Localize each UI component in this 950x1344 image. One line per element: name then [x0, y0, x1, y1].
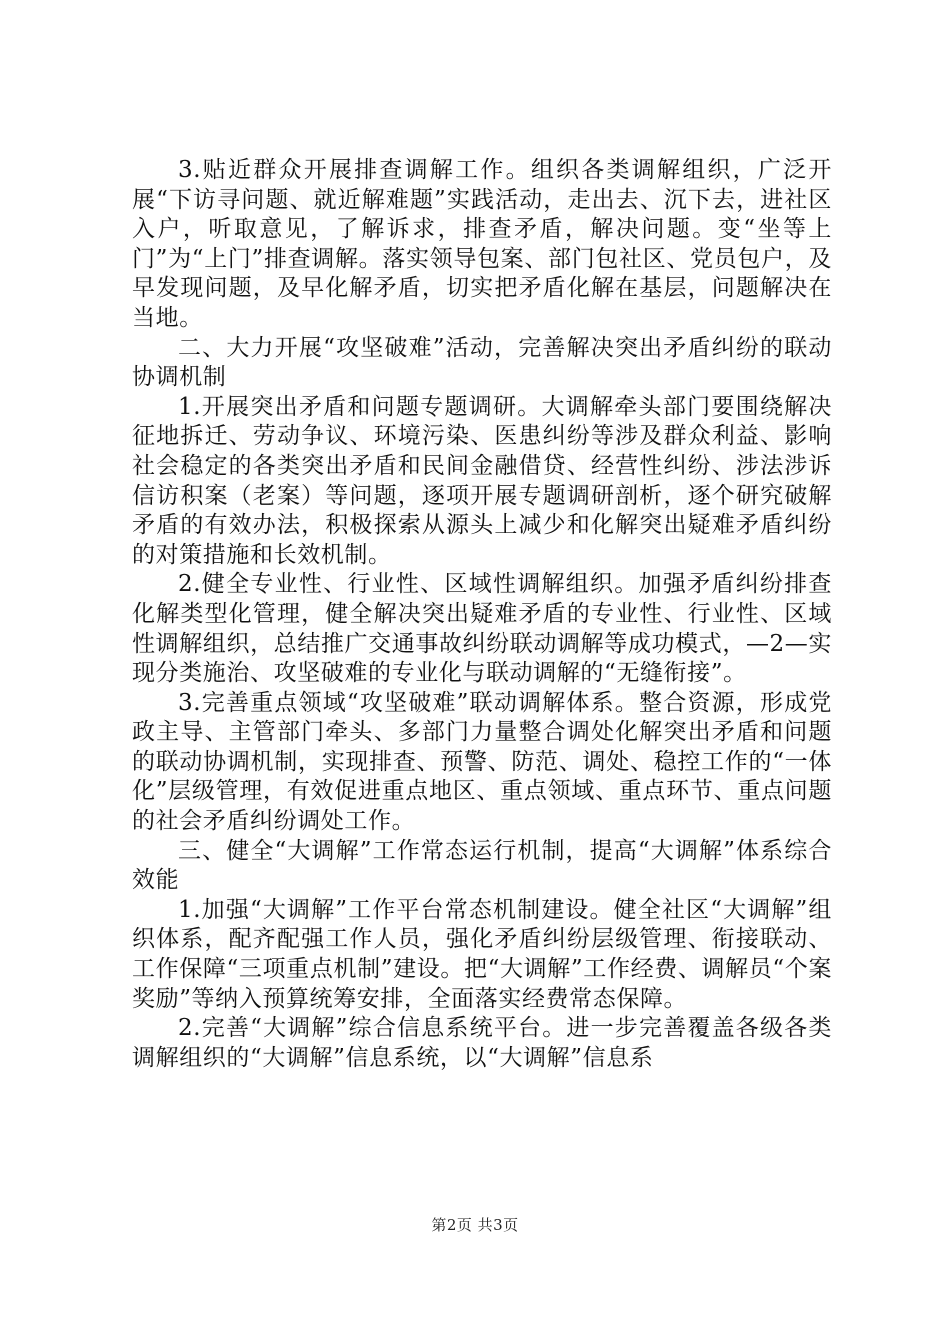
paragraph-3-grassroots-mediation: 3.贴近群众开展排查调解工作。组织各类调解组织，广泛开展“下访寻问题、就近解难题”实践活动，走出去、沉下去，进社区入户，听取意见，了解诉求，排查矛盾，解决问题。变“坐等上门”为“上门”排查调解。落实领导包案、部门包社区、党员包户，及早发现问题，及早化解矛盾，切实把矛盾化解在基层，问题解决在当地。 [132, 157, 832, 331]
paragraph-2-information-system: 2.完善“大调解”综合信息系统平台。进一步完善覆盖各级各类调解组织的“大调解”信息系统，以“大调解”信息系 [132, 1015, 832, 1071]
paragraph-1-special-research: 1.开展突出矛盾和问题专题调研。大调解牵头部门要围绕解决征地拆迁、劳动争议、环境污染、医患纠纷等涉及群众利益、影响社会稳定的各类突出矛盾和民间金融借贷、经营性纠纷、涉法涉诉信访积案（老案）等问题，逐项开展专题调研剖析，逐个研究破解矛盾的有效办法，积极探索从源头上减少和化解突出疑难矛盾纠纷的对策措施和长效机制。 [132, 393, 832, 568]
paragraph-1-platform-mechanism: 1.加强“大调解”工作平台常态机制建设。健全社区“大调解”组织体系，配齐配强工作人员，强化矛盾纠纷层级管理、衔接联动、工作保障“三项重点机制”建设。把“大调解”工作经费、调解员“个案奖励”等纳入预算统筹安排，全面落实经费常态保障。 [132, 896, 832, 1012]
section-heading-3: 三、健全“大调解”工作常态运行机制，提高“大调解”体系综合效能 [132, 837, 832, 894]
page-number-footer: 第2页 共3页 [431, 1216, 519, 1234]
section-heading-2: 二、大力开展“攻坚破难”活动，完善解决突出矛盾纠纷的联动协调机制 [132, 334, 832, 391]
body-text [132, 156, 832, 1073]
paragraph-3-key-areas-system: 3.完善重点领域“攻坚破难”联动调解体系。整合资源，形成党政主导、主管部门牵头、多部门力量整合调处化解突出矛盾和问题的联动协调机制，实现排查、预警、防范、调处、稳控工作的“一体化”层级管理，有效促进重点地区、重点领域、重点环节、重点问题的社会矛盾纠纷调处工作。 [132, 689, 832, 835]
paragraph-2-professional-organizations: 2.健全专业性、行业性、区域性调解组织。加强矛盾纠纷排查化解类型化管理，健全解决突出疑难矛盾的专业性、行业性、区域性调解组织，总结推广交通事故纠纷联动调解等成功模式，—2—实现分类施治、攻坚破难的专业化与联动调解的“无缝衔接”。 [132, 571, 832, 687]
